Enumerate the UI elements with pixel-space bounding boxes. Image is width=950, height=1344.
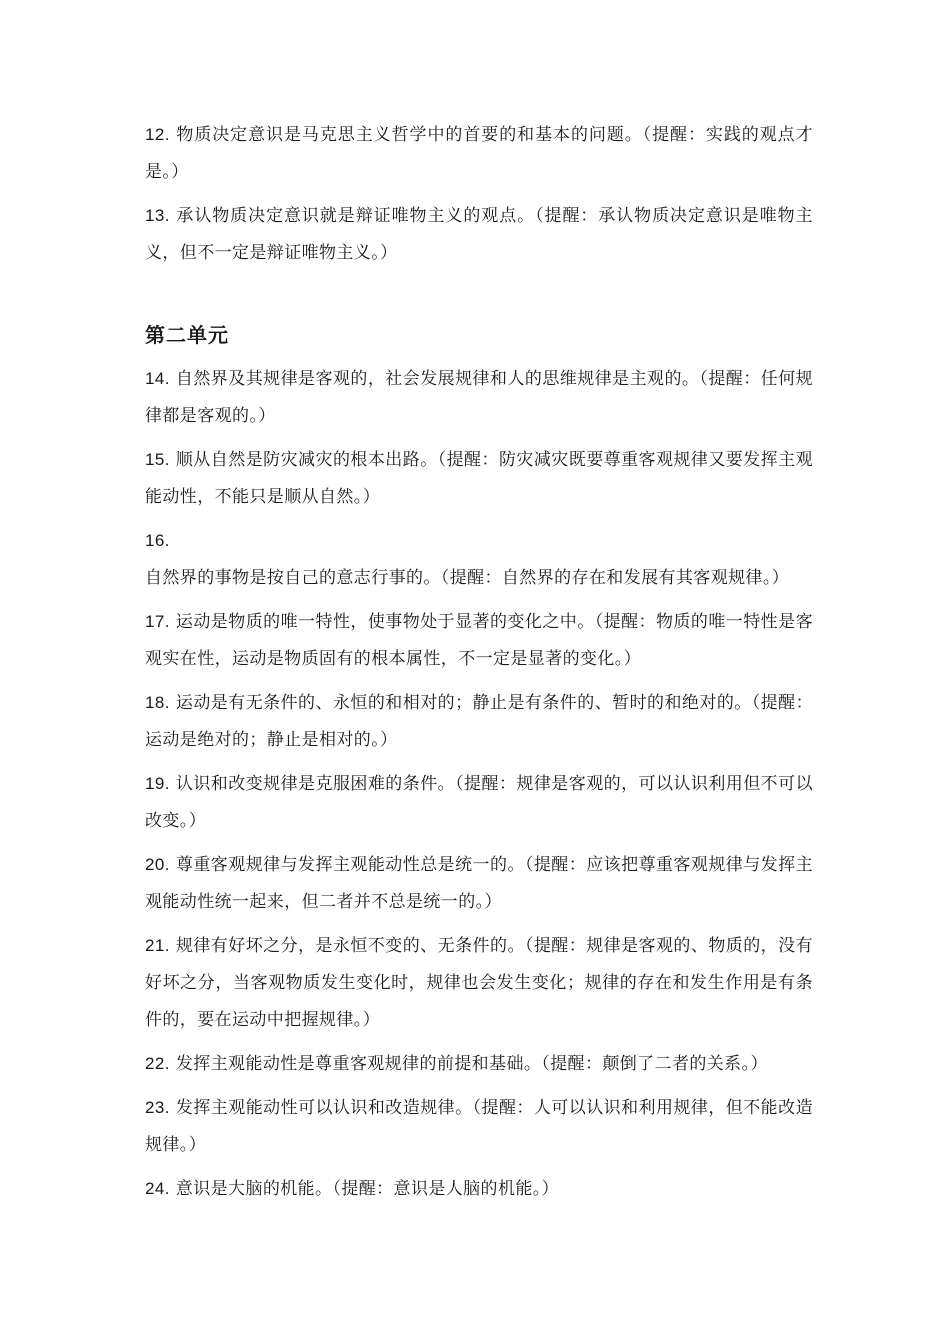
item-number: 18. bbox=[145, 693, 170, 712]
list-item bbox=[145, 1045, 813, 1083]
item-text: 运动是有无条件的、永恒的和相对的；静止是有条件的、暂时的和绝对的。（提醒：运动是绝对的；静止是相对的。） bbox=[145, 693, 813, 750]
item-number: 17. bbox=[145, 612, 170, 631]
item-text: 自然界的事物是按自己的意志行事的。（提醒：自然界的存在和发展有其客观规律。） bbox=[145, 568, 790, 588]
list-item bbox=[145, 197, 813, 272]
list-item bbox=[145, 1089, 813, 1164]
item-text: 承认物质决定意识就是辩证唯物主义的观点。（提醒：承认物质决定意识是唯物主义，但不一定是辩证唯物主义。） bbox=[145, 206, 813, 263]
item-text: 发挥主观能动性可以认识和改造规律。（提醒：人可以认识和利用规律，但不能改造规律。） bbox=[145, 1098, 813, 1155]
item-number: 21. bbox=[145, 936, 170, 955]
item-text: 顺从自然是防灾减灾的根本出路。（提醒：防灾减灾既要尊重客观规律又要发挥主观能动性，不能只是顺从自然。） bbox=[145, 450, 813, 507]
item-number: 15. bbox=[145, 450, 170, 469]
item-text: 运动是物质的唯一特性，使事物处于显著的变化之中。（提醒：物质的唯一特性是客观实在性，运动是物质固有的根本属性，不一定是显著的变化。） bbox=[145, 612, 813, 669]
item-number: 20. bbox=[145, 855, 170, 874]
item-number: 22. bbox=[145, 1054, 170, 1073]
section-title: 第二单元 bbox=[145, 323, 229, 347]
list-item bbox=[145, 684, 813, 759]
item-text: 意识是大脑的机能。（提醒：意识是人脑的机能。） bbox=[175, 1179, 560, 1199]
item-number: 23. bbox=[145, 1098, 170, 1117]
item-number: 24. bbox=[145, 1179, 170, 1198]
list-item bbox=[145, 360, 813, 435]
item-text: 规律有好坏之分，是永恒不变的、无条件的。（提醒：规律是客观的、物质的，没有好坏之分，当客观物质发生变化时，规律也会发生变化；规律的存在和发生作用是有条件的，要在运动中把握规律。） bbox=[145, 936, 813, 1030]
item-text: 物质决定意识是马克思主义哲学中的首要的和基本的问题。（提醒：实践的观点才是。） bbox=[145, 125, 813, 182]
item-text: 尊重客观规律与发挥主观能动性总是统一的。（提醒：应该把尊重客观规律与发挥主观能动性统一起来，但二者并不总是统一的。） bbox=[145, 855, 813, 912]
section-items bbox=[145, 360, 813, 1208]
item-number: 12. bbox=[145, 125, 170, 144]
list-item bbox=[145, 522, 813, 597]
item-number: 19. bbox=[145, 774, 170, 793]
list-item bbox=[145, 116, 813, 191]
item-number: 16. bbox=[145, 531, 170, 550]
item-text: 自然界及其规律是客观的，社会发展规律和人的思维规律是主观的。（提醒：任何规律都是客观的。） bbox=[145, 369, 813, 426]
item-number: 14. bbox=[145, 369, 170, 388]
item-number: 13. bbox=[145, 206, 170, 225]
list-item bbox=[145, 765, 813, 840]
list-item bbox=[145, 603, 813, 678]
document-page bbox=[145, 116, 813, 1214]
list-item bbox=[145, 846, 813, 921]
list-item bbox=[145, 927, 813, 1039]
item-text: 发挥主观能动性是尊重客观规律的前提和基础。（提醒：颠倒了二者的关系。） bbox=[175, 1054, 768, 1074]
list-item bbox=[145, 441, 813, 516]
item-text: 认识和改变规律是克服困难的条件。（提醒：规律是客观的，可以认识利用但不可以改变。） bbox=[145, 774, 813, 831]
list-item bbox=[145, 1170, 813, 1208]
intro-items bbox=[145, 116, 813, 272]
